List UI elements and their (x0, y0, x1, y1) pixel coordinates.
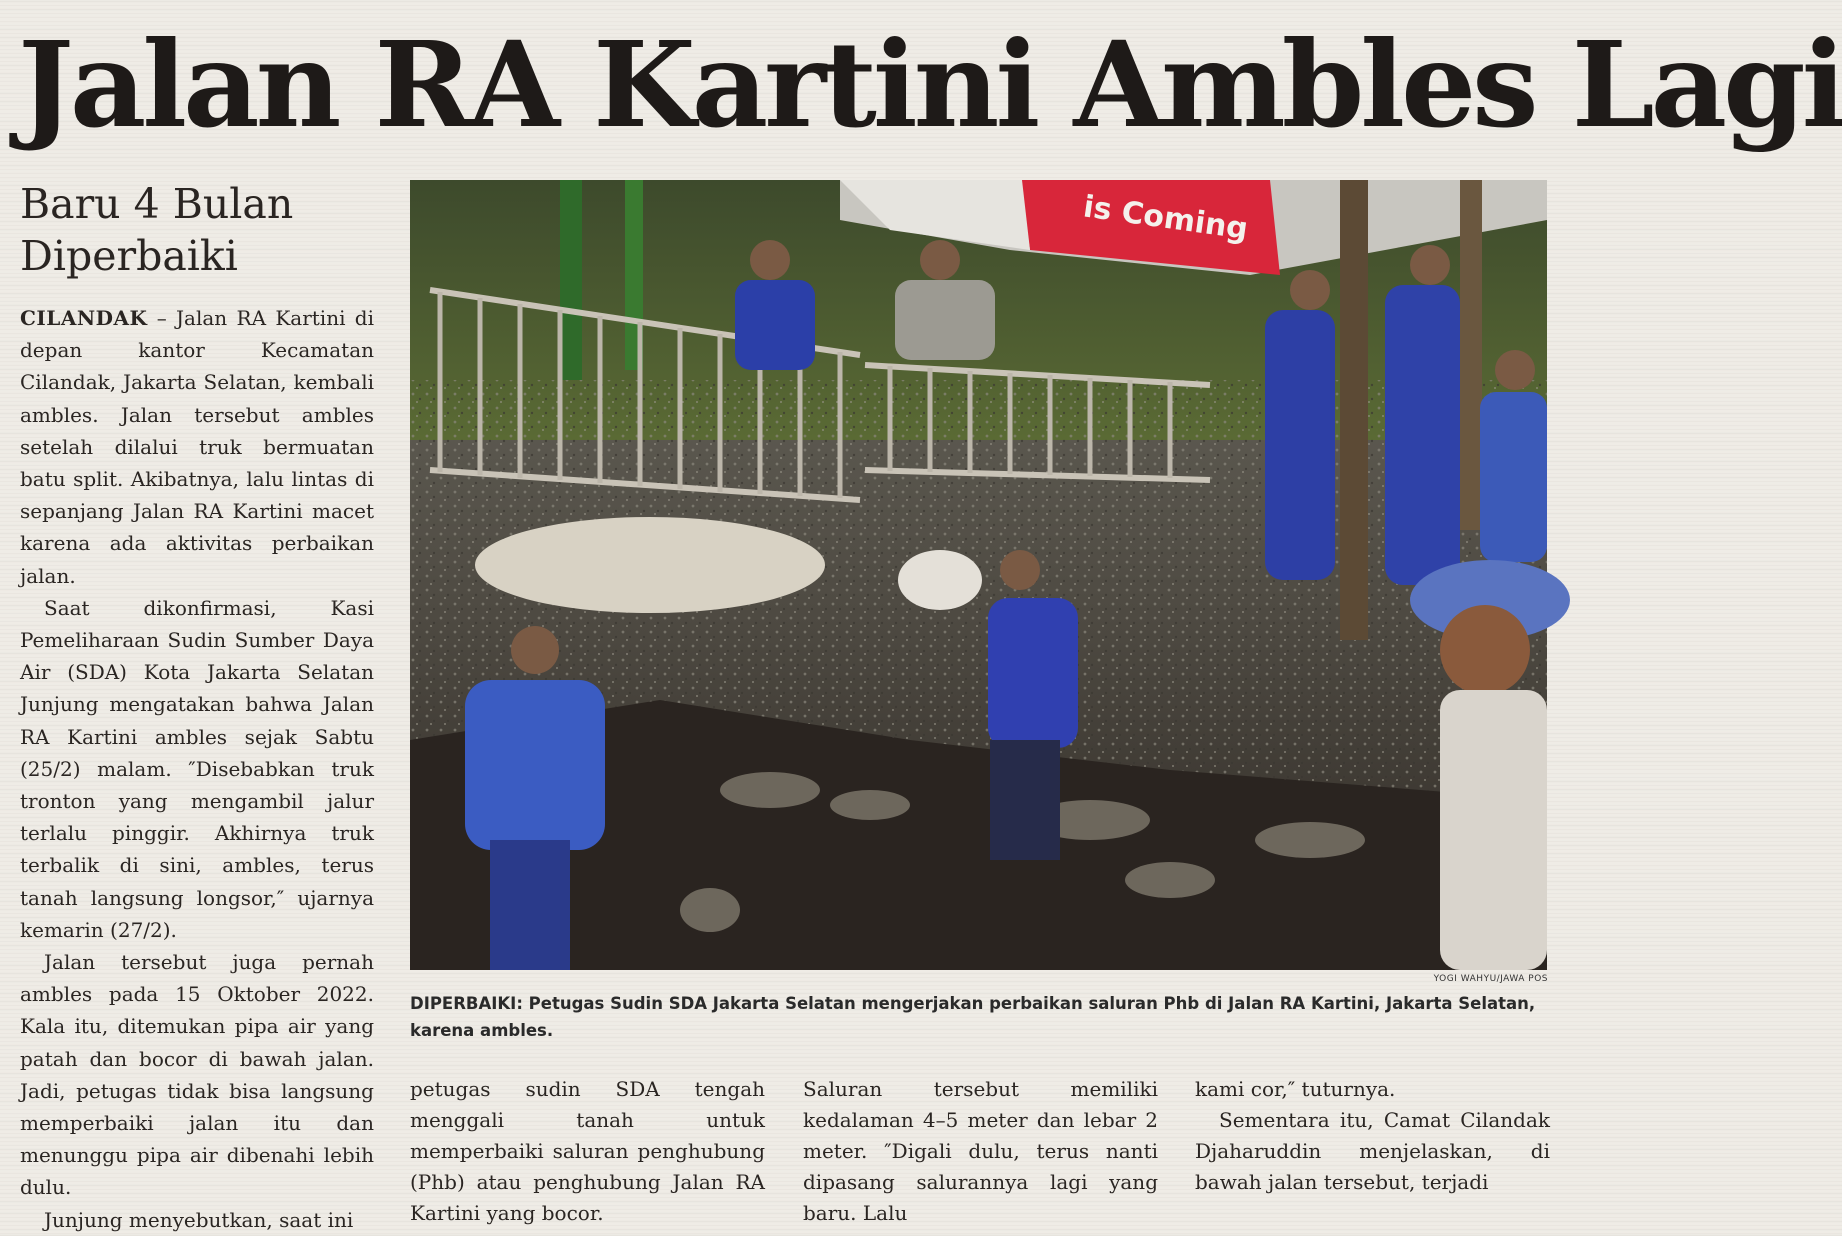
banner-text: is Coming (1081, 189, 1251, 248)
dateline: CILANDAK (20, 306, 148, 330)
article-column-4 (1195, 1074, 1550, 1224)
paragraph: Jalan tersebut juga pernah ambles pada 15 Oktober 2022. Kala itu, ditemukan pipa air yang patah dan bocor di bawah jalan. Jadi, petugas tidak bisa langsung memperbaiki jalan itu dan menunggu pipa air dibenahi lebih dulu. (20, 950, 374, 1200)
paragraph-text: – Jalan RA Kartini di depan kantor Kecamatan Cilandak, Jakarta Selatan, kembali ambles. Jalan tersebut ambles setelah dilalui truk bermuatan batu split. Akibatnya, lalu lintas di sepanjang Jalan RA Kartini macet karena ada aktivitas perbaikan jalan. (20, 306, 374, 588)
headline: Jalan RA Kartini Ambles Lagi (18, 15, 1842, 154)
paragraph: Saat dikonfirmasi, Kasi Pemeliharaan Sudin Sumber Daya Air (SDA) Kota Jakarta Selatan Junjung mengatakan bahwa Jalan RA Kartini ambles sejak Sabtu (25/2) malam. ″Disebabkan truk tronton yang mengambil jalur terlalu pinggir. Akhirnya truk terbalik di sini, ambles, terus tanah langsung longsor,″ ujarnya kemarin (27/2). (20, 595, 374, 942)
news-photo (410, 180, 1547, 970)
subheadline: Baru 4 Bulan Diperbaiki (20, 180, 294, 280)
paragraph: Saluran tersebut memiliki kedalaman 4–5 meter dan lebar 2 meter. ″Digali dulu, terus nanti dipasang salurannya lagi yang baru. Lalu (803, 1077, 1158, 1225)
paragraph: Junjung menyebutkan, saat ini (44, 1207, 354, 1232)
caption-text: Petugas Sudin SDA Jakarta Selatan mengerjakan perbaikan saluran Phb di Jalan RA Kartini, Jakarta Selatan, karena ambles. (410, 994, 1536, 1040)
photo-caption (410, 990, 1550, 1044)
paragraph: petugas sudin SDA tengah menggali tanah untuk memperbaiki saluran penghubung (Phb) atau penghubung Jalan RA Kartini yang bocor. (410, 1077, 765, 1225)
photo-credit: YOGI WAHYU/JAWA POS (1433, 974, 1548, 984)
paragraph: kami cor,″ tuturnya. (1195, 1077, 1396, 1101)
paragraph: Sementara itu, Camat Cilandak Djaharuddin menjelaskan, di bawah jalan tersebut, terjadi (1195, 1108, 1550, 1194)
article-column-3 (803, 1074, 1158, 1224)
caption-label: DIPERBAIKI: (410, 994, 523, 1013)
article-column-2 (410, 1074, 765, 1224)
article-column-1 (20, 302, 374, 1232)
paragraph (20, 302, 374, 592)
